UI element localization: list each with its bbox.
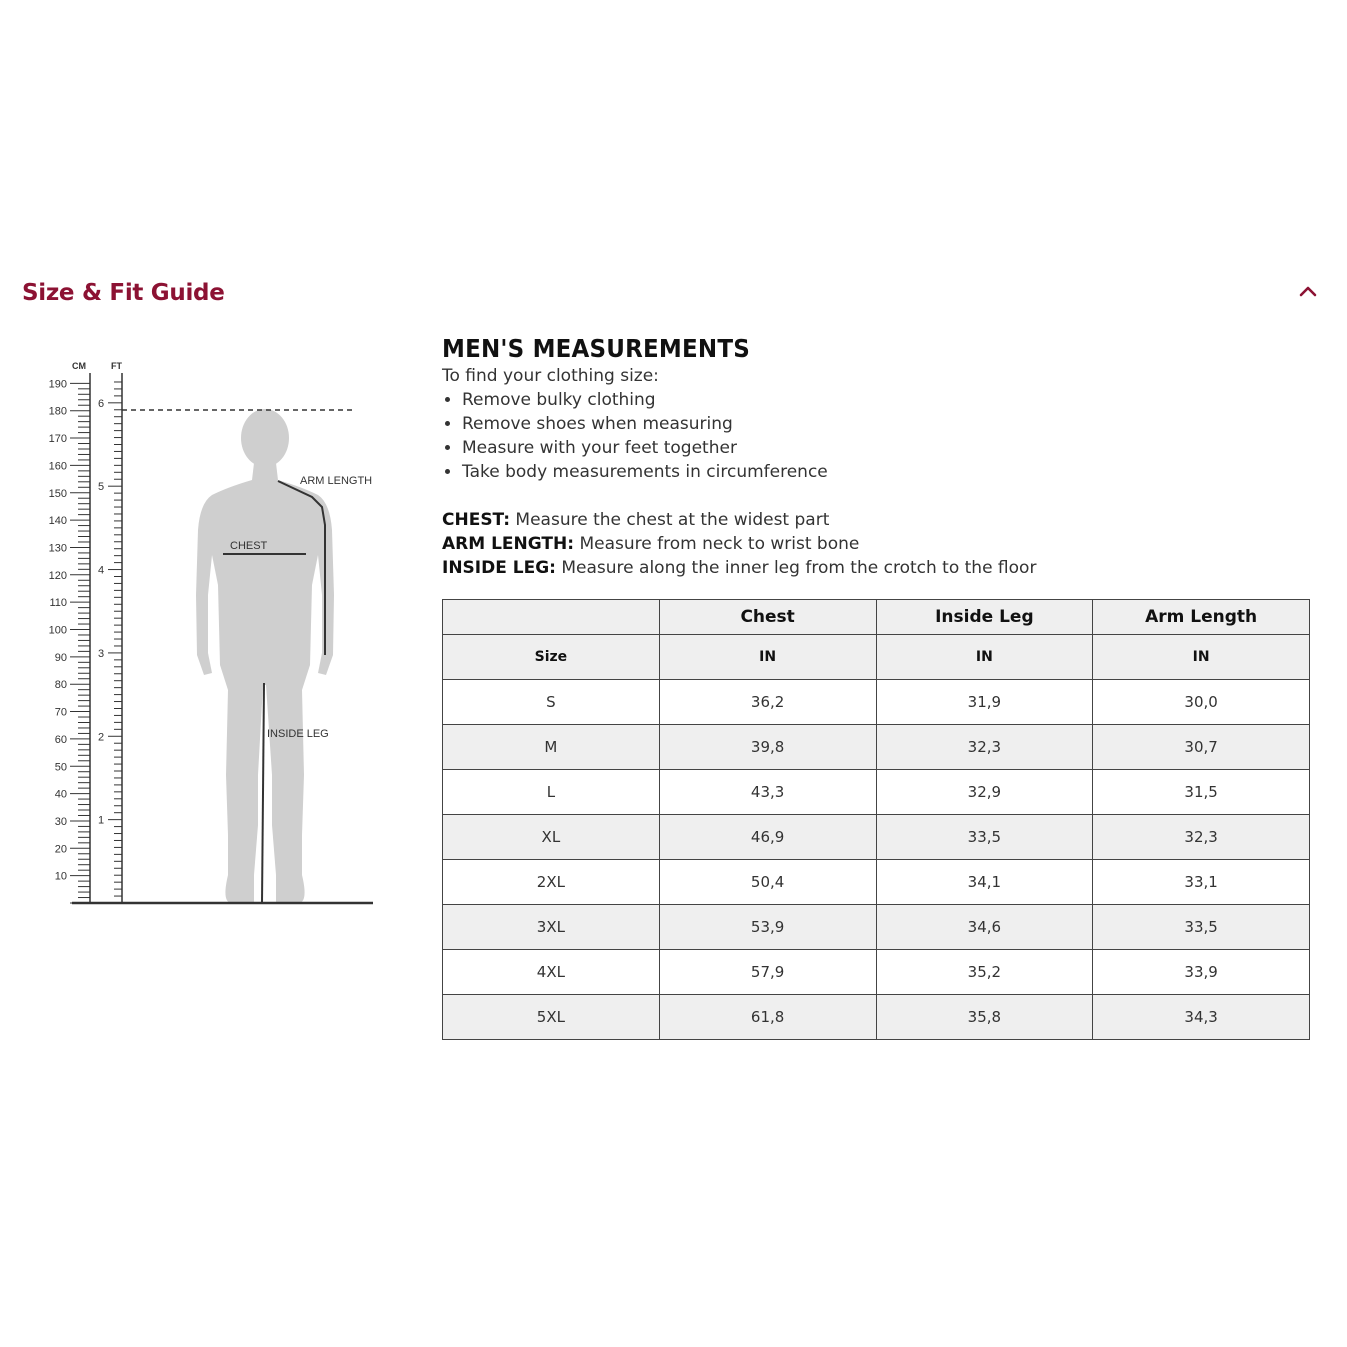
size-chart-table [442, 599, 1310, 1040]
chevron-up-icon[interactable] [1296, 280, 1320, 304]
value-cell: 53,9 [659, 905, 876, 950]
size-cell: 5XL [443, 995, 660, 1040]
value-cell: 31,9 [876, 680, 1093, 725]
value-cell: 30,7 [1093, 725, 1310, 770]
definition-chest [442, 508, 1322, 532]
value-cell: 32,9 [876, 770, 1093, 815]
cm-tick-label: 10 [54, 870, 67, 883]
definition-arm-length [442, 532, 1322, 556]
value-cell: 34,6 [876, 905, 1093, 950]
size-cell: 3XL [443, 905, 660, 950]
cm-tick-label: 80 [54, 679, 67, 692]
value-cell: 61,8 [659, 995, 876, 1040]
table-row [443, 770, 1310, 815]
body-measurement-diagram [40, 355, 380, 915]
tip-item: • Remove bulky clothing [462, 388, 1322, 412]
cm-tick-label: 130 [48, 542, 67, 555]
cm-axis-label: CM [72, 361, 86, 371]
definition-text: Measure along the inner leg from the crotch to the floor [555, 558, 1037, 578]
unit-header: IN [659, 635, 876, 680]
chest-label: CHEST [230, 540, 268, 552]
value-cell: 33,5 [876, 815, 1093, 860]
unit-header: IN [876, 635, 1093, 680]
ft-tick-label: 3 [98, 647, 105, 660]
value-cell: 34,3 [1093, 995, 1310, 1040]
cm-tick-label: 150 [48, 487, 67, 500]
ft-tick-label: 1 [98, 814, 105, 827]
size-cell: S [443, 680, 660, 725]
value-cell: 43,3 [659, 770, 876, 815]
column-header [443, 600, 660, 635]
definition-text: Measure from neck to wrist bone [574, 534, 860, 554]
cm-tick-label: 20 [54, 843, 67, 856]
size-cell: XL [443, 815, 660, 860]
tip-item: • Measure with your feet together [462, 436, 1322, 460]
table-row [443, 680, 1310, 725]
cm-tick-label: 30 [54, 815, 67, 828]
tip-item: • Take body measurements in circumference [462, 460, 1322, 484]
size-cell: M [443, 725, 660, 770]
intro-text: To find your clothing size: [442, 366, 659, 386]
section-title: Size & Fit Guide [22, 280, 225, 306]
value-cell: 34,1 [876, 860, 1093, 905]
size-fit-guide-header[interactable] [22, 276, 1322, 312]
column-header-inside-leg: Inside Leg [876, 600, 1093, 635]
value-cell: 35,8 [876, 995, 1093, 1040]
value-cell: 33,9 [1093, 950, 1310, 995]
value-cell: 46,9 [659, 815, 876, 860]
definition-text: Measure the chest at the widest part [510, 510, 830, 530]
tips-list [442, 388, 1322, 484]
table-row [443, 860, 1310, 905]
ft-axis-label: FT [111, 361, 122, 371]
table-row [443, 995, 1310, 1040]
table-row [443, 905, 1310, 950]
ft-tick-label: 4 [98, 564, 105, 577]
cm-tick-label: 180 [48, 405, 67, 418]
definition-term: INSIDE LEG: [442, 558, 556, 578]
value-cell: 57,9 [659, 950, 876, 995]
value-cell: 30,0 [1093, 680, 1310, 725]
value-cell: 32,3 [876, 725, 1093, 770]
measurement-figure [40, 355, 380, 915]
tip-item: • Remove shoes when measuring [462, 412, 1322, 436]
value-cell: 39,8 [659, 725, 876, 770]
table-row [443, 725, 1310, 770]
value-cell: 33,1 [1093, 860, 1310, 905]
arm-length-label: ARM LENGTH [300, 475, 373, 487]
value-cell: 50,4 [659, 860, 876, 905]
value-cell: 32,3 [1093, 815, 1310, 860]
measurements-title: MEN'S MEASUREMENTS [442, 334, 750, 363]
cm-tick-label: 70 [54, 706, 67, 719]
cm-tick-label: 170 [48, 433, 67, 446]
definition-term: CHEST: [442, 510, 511, 530]
cm-tick-label: 40 [54, 788, 67, 801]
cm-tick-label: 50 [54, 761, 67, 774]
value-cell: 31,5 [1093, 770, 1310, 815]
cm-tick-label: 120 [48, 569, 67, 582]
cm-tick-label: 160 [48, 460, 67, 473]
value-cell: 36,2 [659, 680, 876, 725]
cm-tick-label: 90 [54, 651, 67, 664]
ft-tick-label: 5 [98, 481, 105, 494]
table-header-row [443, 600, 1310, 635]
value-cell: 33,5 [1093, 905, 1310, 950]
definition-inside-leg [442, 556, 1322, 580]
table-units-row [443, 635, 1310, 680]
cm-tick-label: 140 [48, 515, 67, 528]
column-header-chest: Chest [659, 600, 876, 635]
cm-tick-label: 60 [54, 733, 67, 746]
table-row [443, 950, 1310, 995]
unit-header: IN [1093, 635, 1310, 680]
size-header: Size [443, 635, 660, 680]
definitions [442, 508, 1322, 580]
size-cell: L [443, 770, 660, 815]
table-row [443, 815, 1310, 860]
inside-leg-label: INSIDE LEG [267, 728, 329, 740]
ft-tick-label: 6 [98, 397, 105, 410]
column-header-arm-length: Arm Length [1093, 600, 1310, 635]
measurement-instructions [442, 334, 1322, 580]
ft-tick-label: 2 [98, 731, 105, 744]
size-cell: 2XL [443, 860, 660, 905]
cm-tick-label: 100 [48, 624, 67, 637]
cm-tick-label: 190 [48, 378, 67, 391]
size-cell: 4XL [443, 950, 660, 995]
definition-term: ARM LENGTH: [442, 534, 575, 554]
cm-tick-label: 110 [49, 597, 67, 610]
value-cell: 35,2 [876, 950, 1093, 995]
